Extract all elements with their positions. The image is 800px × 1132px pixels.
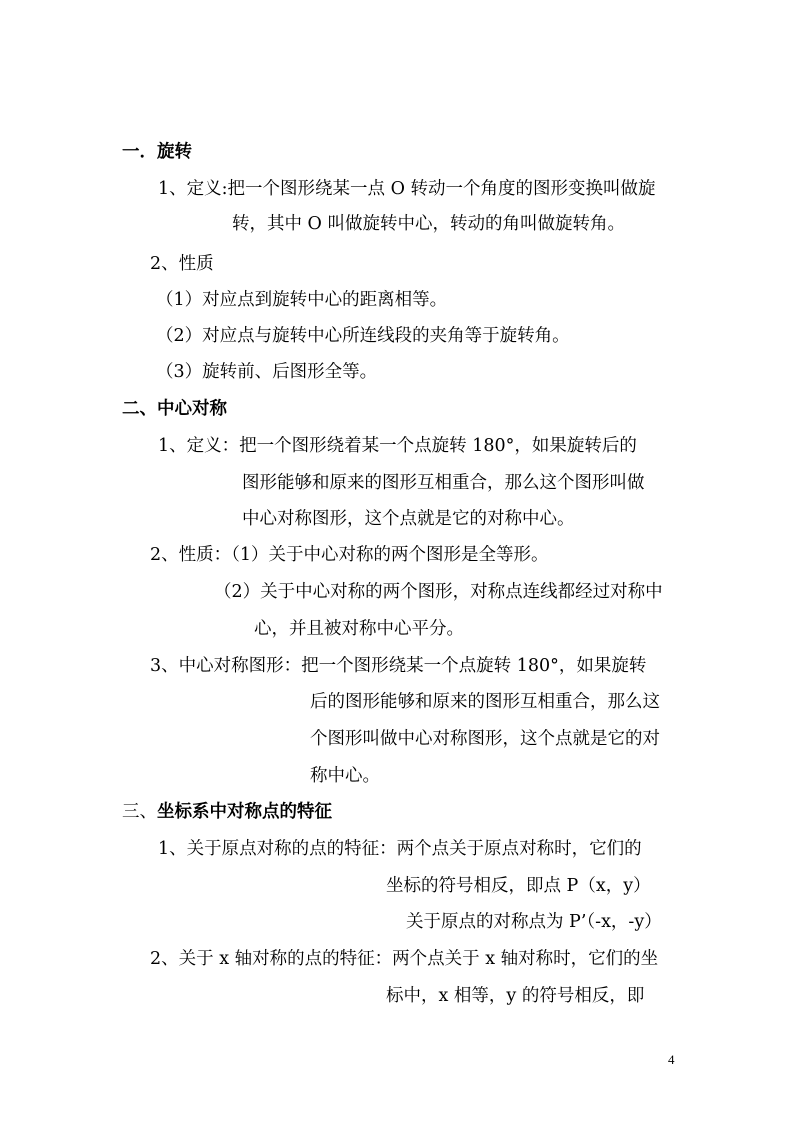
section-heading-coordinate-symmetry [122,801,332,823]
central-symmetry-definition-line-2: 图形能够和原来的图形互相重合，那么这个图形叫做 [242,473,645,493]
section-heading-text: 坐标系中对称点的特征 [157,802,332,822]
rotation-definition-line-2: 转，其中 O 叫做旋转中心，转动的角叫做旋转角。 [232,214,625,234]
origin-symmetry-line-2: 坐标的符号相反，即点 P（x，y） [386,876,651,896]
central-symmetry-property-1: 2、性质：（1）关于中心对称的两个图形是全等形。 [150,545,549,565]
rotation-property-1: （1）对应点到旋转中心的距离相等。 [156,290,448,310]
central-symmetry-property-2-line-1: （2）关于中心对称的两个图形，对称点连线都经过对称中 [214,582,663,602]
rotation-property-3: （3）旋转前、后图形全等。 [156,362,378,382]
origin-symmetry-line-3: 关于原点的对称点为 P’（-x，-y） [406,912,662,932]
section-heading-rotation: 一．旋转 [122,142,192,162]
x-axis-symmetry-line-1: 2、关于 x 轴对称的点的特征：两个点关于 x 轴对称时，它们的坐 [150,949,659,969]
central-symmetric-figure-line-1: 3、中心对称图形：把一个图形绕某一个点旋转 180°，如果旋转 [150,656,647,676]
central-symmetric-figure-line-3: 个图形叫做中心对称图形，这个点就是它的对 [310,729,660,749]
central-symmetry-definition-line-1: 1、定义：把一个图形绕着某一个点旋转 180°，如果旋转后的 [158,436,637,456]
page-number: 4 [668,1052,675,1067]
section-heading-prefix: 三、 [122,802,157,822]
section-heading-central-symmetry: 二、中心对称 [122,399,227,419]
origin-symmetry-line-1: 1、关于原点对称的点的特征：两个点关于原点对称时，它们的 [158,839,642,859]
x-axis-symmetry-line-2: 标中，x 相等，y 的符号相反，即 [386,986,645,1006]
rotation-property-2: （2）对应点与旋转中心所连线段的夹角等于旋转角。 [156,326,570,346]
central-symmetric-figure-line-4: 称中心。 [310,766,380,786]
central-symmetry-property-2-line-2: 心，并且被对称中心平分。 [254,619,464,639]
central-symmetry-definition-line-3: 中心对称图形，这个点就是它的对称中心。 [242,509,575,529]
rotation-definition-line-1: 1、定义:把一个图形绕某一点 O 转动一个角度的图形变换叫做旋 [158,179,656,199]
central-symmetric-figure-line-2: 后的图形能够和原来的图形互相重合，那么这 [310,692,660,712]
rotation-properties-label: 2、性质 [150,254,214,274]
